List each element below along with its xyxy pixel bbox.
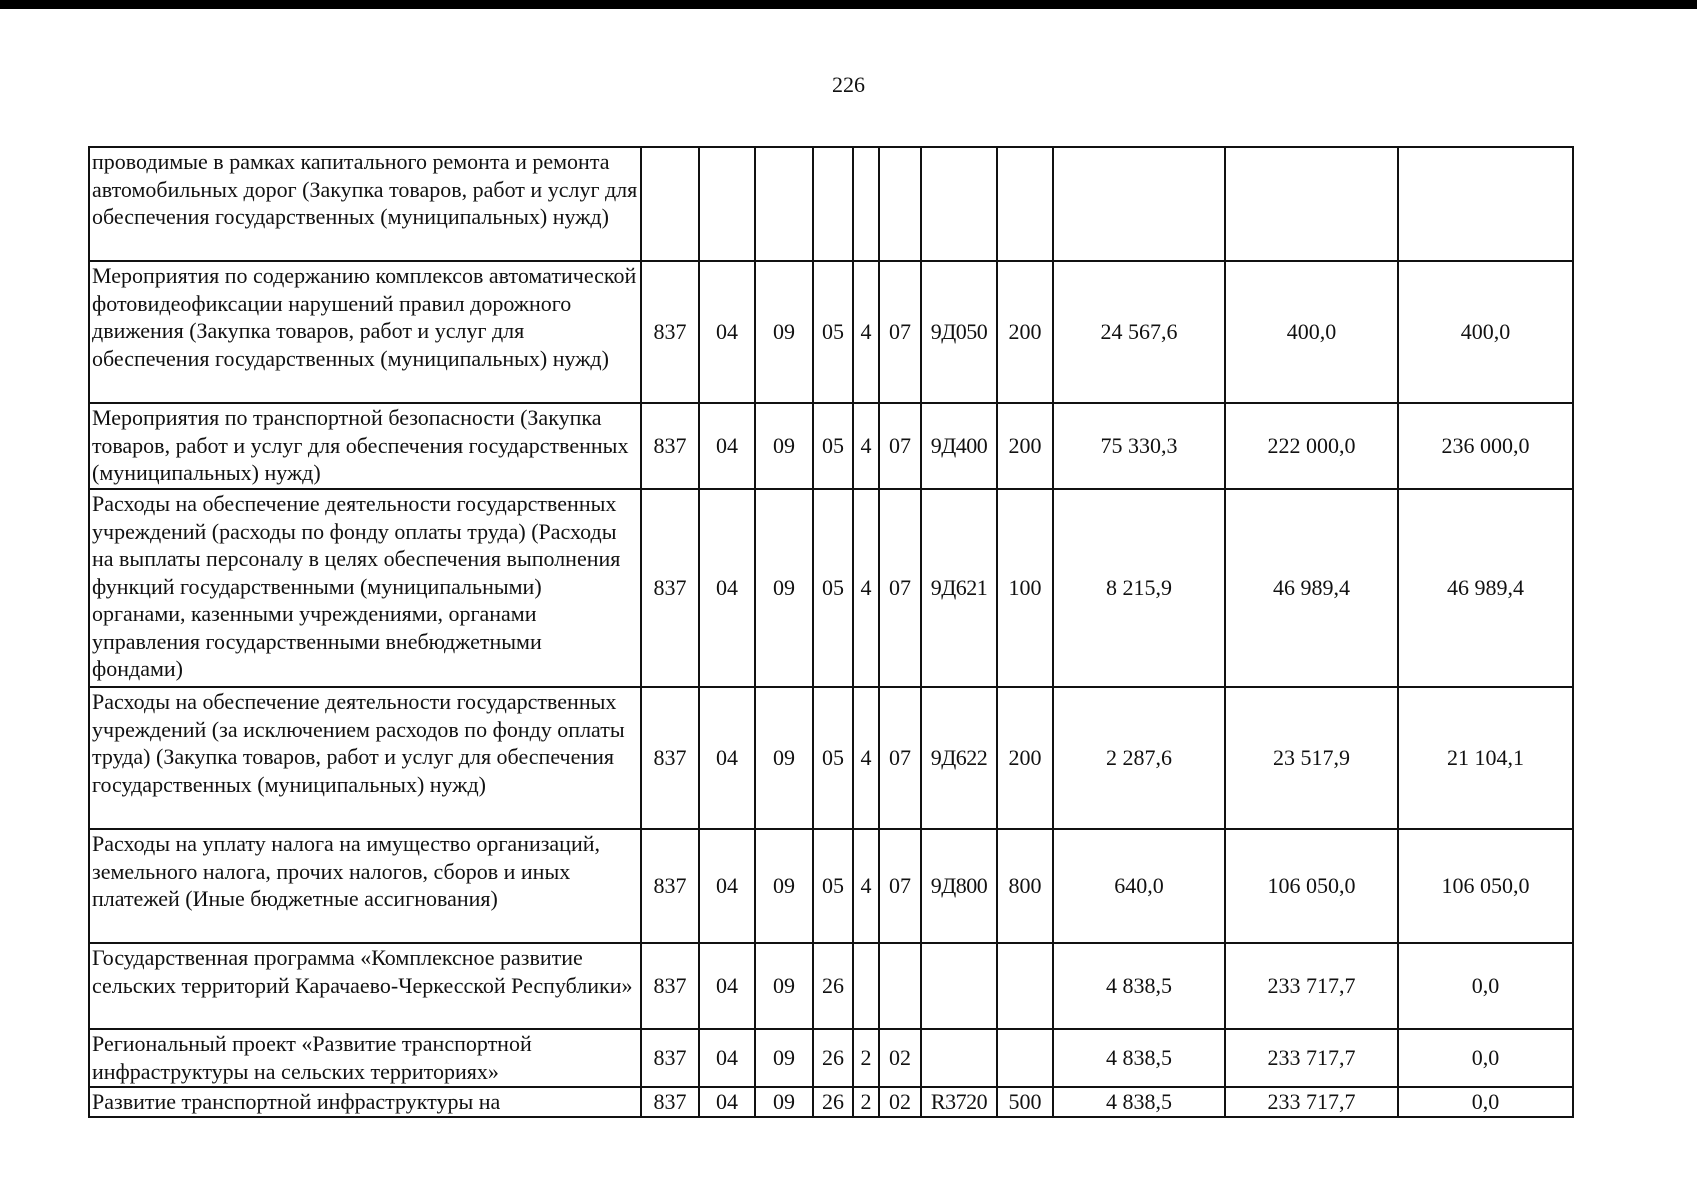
cell-value-3: 106 050,0 <box>1398 829 1573 943</box>
cell-code-3: 09 <box>755 943 813 1029</box>
cell-value-1: 75 330,3 <box>1053 403 1225 489</box>
cell-code-4: 05 <box>813 829 853 943</box>
cell-code-4: 26 <box>813 1029 853 1087</box>
cell-code-3: 09 <box>755 403 813 489</box>
cell-code-6: 07 <box>879 489 921 687</box>
cell-code-6 <box>879 147 921 261</box>
cell-code-4: 26 <box>813 943 853 1029</box>
cell-code-5 <box>853 147 879 261</box>
cell-code-1: 837 <box>641 1087 699 1117</box>
cell-code-4 <box>813 147 853 261</box>
cell-value-2 <box>1225 147 1398 261</box>
table-row <box>89 489 1573 687</box>
cell-code-8 <box>997 1029 1053 1087</box>
cell-code-6: 02 <box>879 1029 921 1087</box>
cell-value-1: 4 838,5 <box>1053 943 1225 1029</box>
cell-code-3: 09 <box>755 1029 813 1087</box>
cell-value-2: 106 050,0 <box>1225 829 1398 943</box>
cell-code-8 <box>997 147 1053 261</box>
table-row <box>89 687 1573 829</box>
cell-code-6: 07 <box>879 403 921 489</box>
cell-code-4: 05 <box>813 403 853 489</box>
cell-code-2: 04 <box>699 1029 755 1087</box>
cell-code-4: 26 <box>813 1087 853 1117</box>
cell-code-1: 837 <box>641 403 699 489</box>
cell-value-3: 21 104,1 <box>1398 687 1573 829</box>
cell-code-1: 837 <box>641 687 699 829</box>
budget-table <box>88 146 1574 1118</box>
cell-value-3: 0,0 <box>1398 1029 1573 1087</box>
row-name: проводимые в рамках капитального ремонта и ремонта автомобильных дорог (Закупка товаров, работ и услуг для обеспечения государственных (муниципальных) нужд) <box>89 147 641 261</box>
cell-code-4: 05 <box>813 489 853 687</box>
table-row <box>89 1087 1573 1117</box>
cell-value-3: 0,0 <box>1398 1087 1573 1117</box>
cell-code-2: 04 <box>699 489 755 687</box>
cell-code-6 <box>879 943 921 1029</box>
cell-value-3: 400,0 <box>1398 261 1573 403</box>
cell-value-3: 0,0 <box>1398 943 1573 1029</box>
row-name: Развитие транспортной инфраструктуры на <box>89 1087 641 1117</box>
cell-code-2: 04 <box>699 829 755 943</box>
cell-code-7: 9Д050 <box>921 261 997 403</box>
cell-value-3: 46 989,4 <box>1398 489 1573 687</box>
cell-code-3 <box>755 147 813 261</box>
cell-code-3: 09 <box>755 261 813 403</box>
cell-code-5: 4 <box>853 403 879 489</box>
cell-code-7: 9Д622 <box>921 687 997 829</box>
cell-code-8: 200 <box>997 687 1053 829</box>
cell-code-2: 04 <box>699 261 755 403</box>
cell-code-3: 09 <box>755 1087 813 1117</box>
cell-value-1: 8 215,9 <box>1053 489 1225 687</box>
row-name: Расходы на уплату налога на имущество организаций, земельного налога, прочих налогов, сборов и иных платежей (Иные бюджетные ассигнования) <box>89 829 641 943</box>
row-name: Мероприятия по транспортной безопасности (Закупка товаров, работ и услуг для обеспечения государственных (муниципальных) нужд) <box>89 403 641 489</box>
table-row <box>89 943 1573 1029</box>
cell-code-7: 9Д621 <box>921 489 997 687</box>
page-top-edge <box>0 0 1697 9</box>
cell-value-2: 233 717,7 <box>1225 1029 1398 1087</box>
cell-code-5 <box>853 943 879 1029</box>
cell-value-1: 2 287,6 <box>1053 687 1225 829</box>
cell-code-7 <box>921 147 997 261</box>
cell-code-8 <box>997 943 1053 1029</box>
cell-code-4: 05 <box>813 687 853 829</box>
cell-code-8: 100 <box>997 489 1053 687</box>
cell-code-5: 4 <box>853 687 879 829</box>
cell-code-7 <box>921 943 997 1029</box>
cell-code-5: 2 <box>853 1087 879 1117</box>
cell-code-3: 09 <box>755 489 813 687</box>
cell-code-8: 200 <box>997 403 1053 489</box>
table-row <box>89 403 1573 489</box>
cell-value-3: 236 000,0 <box>1398 403 1573 489</box>
cell-code-1 <box>641 147 699 261</box>
cell-code-8: 200 <box>997 261 1053 403</box>
cell-code-8: 800 <box>997 829 1053 943</box>
cell-value-1 <box>1053 147 1225 261</box>
cell-value-1: 4 838,5 <box>1053 1029 1225 1087</box>
cell-code-5: 4 <box>853 489 879 687</box>
cell-value-2: 23 517,9 <box>1225 687 1398 829</box>
table-row <box>89 829 1573 943</box>
cell-value-1: 4 838,5 <box>1053 1087 1225 1117</box>
cell-code-2 <box>699 147 755 261</box>
cell-code-2: 04 <box>699 1087 755 1117</box>
cell-code-4: 05 <box>813 261 853 403</box>
cell-value-3 <box>1398 147 1573 261</box>
cell-value-1: 640,0 <box>1053 829 1225 943</box>
cell-value-1: 24 567,6 <box>1053 261 1225 403</box>
cell-value-2: 233 717,7 <box>1225 1087 1398 1117</box>
cell-code-6: 07 <box>879 687 921 829</box>
cell-value-2: 222 000,0 <box>1225 403 1398 489</box>
cell-code-7: 9Д800 <box>921 829 997 943</box>
table-row <box>89 147 1573 261</box>
cell-code-8: 500 <box>997 1087 1053 1117</box>
cell-code-3: 09 <box>755 687 813 829</box>
row-name: Расходы на обеспечение деятельности государственных учреждений (расходы по фонду оплаты труда) (Расходы на выплаты персоналу в целях обеспечения выполнения функций государственными (муниципальными) органами, казенными учреждениями, органами управления государственными внебюджетными фондами) <box>89 489 641 687</box>
cell-code-7: R3720 <box>921 1087 997 1117</box>
table-row <box>89 1029 1573 1087</box>
cell-code-5: 4 <box>853 829 879 943</box>
row-name: Региональный проект «Развитие транспортной инфраструктуры на сельских территориях» <box>89 1029 641 1087</box>
cell-code-2: 04 <box>699 943 755 1029</box>
cell-code-1: 837 <box>641 261 699 403</box>
cell-code-2: 04 <box>699 403 755 489</box>
cell-code-6: 07 <box>879 829 921 943</box>
cell-code-1: 837 <box>641 943 699 1029</box>
cell-code-7 <box>921 1029 997 1087</box>
table-row <box>89 261 1573 403</box>
cell-value-2: 400,0 <box>1225 261 1398 403</box>
cell-value-2: 233 717,7 <box>1225 943 1398 1029</box>
cell-code-1: 837 <box>641 489 699 687</box>
cell-code-5: 4 <box>853 261 879 403</box>
row-name: Мероприятия по содержанию комплексов автоматической фотовидеофиксации нарушений правил дорожного движения (Закупка товаров, работ и услуг для обеспечения государственных (муниципальных) нужд) <box>89 261 641 403</box>
cell-value-2: 46 989,4 <box>1225 489 1398 687</box>
row-name: Государственная программа «Комплексное развитие сельских территорий Карачаево-Черкесской Республики» <box>89 943 641 1029</box>
cell-code-2: 04 <box>699 687 755 829</box>
cell-code-1: 837 <box>641 1029 699 1087</box>
cell-code-6: 02 <box>879 1087 921 1117</box>
row-name: Расходы на обеспечение деятельности государственных учреждений (за исключением расходов по фонду оплаты труда) (Закупка товаров, работ и услуг для обеспечения государственных (муниципальных) нужд) <box>89 687 641 829</box>
page-number: 226 <box>832 72 865 97</box>
cell-code-7: 9Д400 <box>921 403 997 489</box>
cell-code-6: 07 <box>879 261 921 403</box>
cell-code-1: 837 <box>641 829 699 943</box>
cell-code-5: 2 <box>853 1029 879 1087</box>
cell-code-3: 09 <box>755 829 813 943</box>
